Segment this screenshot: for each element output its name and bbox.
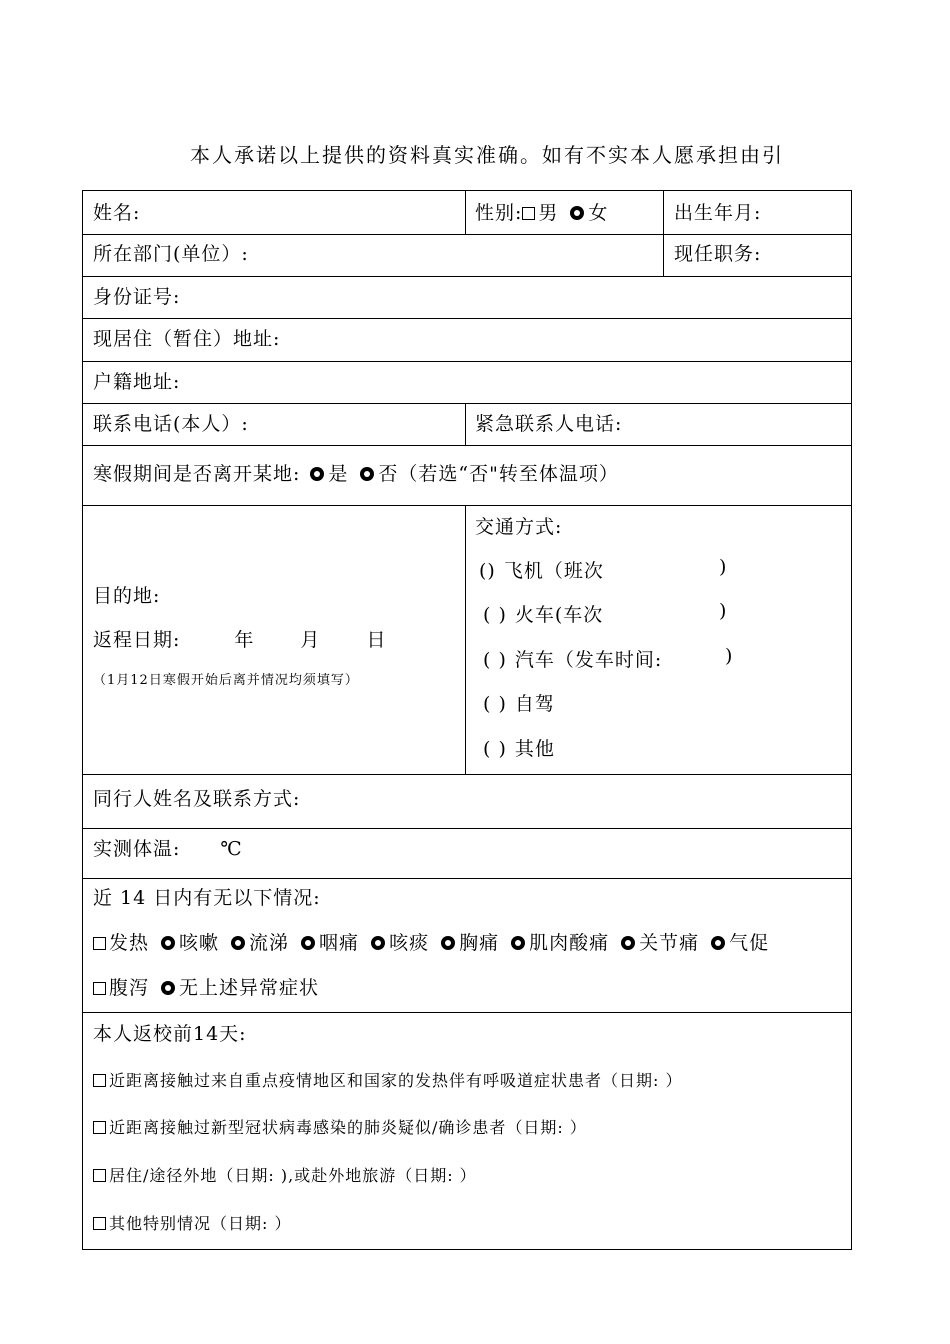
radio-shortness-of-breath[interactable] (711, 936, 725, 950)
month-label: 月 (300, 629, 321, 651)
checkbox-other-situation[interactable] (93, 1217, 106, 1230)
transport-text: 其他 (514, 738, 555, 760)
destination-label: 目的地: (93, 585, 161, 607)
position-label: 现任职务: (674, 243, 762, 265)
row-divider (83, 878, 851, 879)
pre-return-item (93, 1211, 291, 1234)
transport-option-plane (479, 556, 604, 583)
female-label: 女 (588, 202, 609, 224)
symptoms-title: 近 14 日内有无以下情况: (93, 887, 321, 909)
dept-label: 所在部门(单位）: (93, 243, 249, 265)
return-note: （1月12日寒假开始后离并情况均须填写） (93, 673, 359, 688)
gender-field (475, 198, 608, 225)
radio-yes[interactable] (310, 467, 324, 481)
transport-option-self-drive (483, 689, 555, 716)
symptom-label: 关节痛 (639, 932, 700, 954)
row-divider (83, 1012, 851, 1013)
transport-label: 交通方式: (475, 516, 563, 538)
pre-return-item (93, 1115, 587, 1138)
pre-return-item-label: 其他特别情况（日期: ） (109, 1214, 292, 1233)
companion-label: 同行人姓名及联系方式: (93, 788, 301, 810)
symptom-label: 咳痰 (389, 932, 430, 954)
temperature-field (93, 834, 243, 861)
checkbox-fever[interactable] (93, 937, 106, 950)
no-label: 否（若选“否"转至体温项） (378, 463, 619, 485)
transport-text: 汽车（发车时间: (514, 649, 663, 671)
male-label: 男 (538, 202, 559, 224)
symptom-label: 气促 (729, 932, 770, 954)
symptoms-line-2 (93, 973, 319, 1000)
symptoms-line-1 (93, 928, 769, 955)
radio-chest-pain[interactable] (441, 936, 455, 950)
symptom-label: 咳嗽 (179, 932, 220, 954)
col-divider (465, 191, 466, 234)
symptom-label: 无上述异常症状 (179, 977, 320, 999)
row-divider (83, 774, 851, 775)
row-divider (83, 276, 851, 277)
pre-return-item (93, 1068, 682, 1091)
pre-return-item-label: 居住/途径外地（日期: ),或赴外地旅游（日期: ） (109, 1166, 477, 1185)
symptom-label: 咽痛 (319, 932, 360, 954)
temperature-label: 实测体温: (93, 838, 181, 860)
col-divider (465, 403, 466, 445)
household-address-label: 户籍地址: (93, 371, 181, 393)
checkbox-contact-confirmed-patient[interactable] (93, 1121, 106, 1134)
col-divider (663, 191, 664, 276)
pre-return-item-label: 近距离接触过来自重点疫情地区和国家的发热伴有呼吸道症状患者（日期: ） (109, 1071, 683, 1090)
pre-return-item-label: 近距离接触过新型冠状病毒感染的肺炎疑似/确诊患者（日期: ） (109, 1118, 587, 1137)
radio-sore-throat[interactable] (301, 936, 315, 950)
row-divider (83, 361, 851, 362)
year-label: 年 (234, 629, 255, 651)
radio-no-symptoms[interactable] (161, 981, 175, 995)
radio-no[interactable] (360, 467, 374, 481)
id-number-label: 身份证号: (93, 286, 181, 308)
transport-text: 火车(车次 (514, 604, 604, 626)
close-paren: ) (719, 556, 728, 578)
transport-option-bus (483, 645, 662, 672)
checkbox-male[interactable] (522, 207, 535, 220)
bracket[interactable]: () (479, 560, 496, 582)
return-date-label: 返程日期: (93, 629, 181, 651)
day-label: 日 (366, 629, 387, 651)
emergency-phone-label: 紧急联系人电话: (475, 413, 623, 435)
symptom-label: 流涕 (249, 932, 290, 954)
radio-phlegm[interactable] (371, 936, 385, 950)
phone-label: 联系电话(本人）: (93, 413, 249, 435)
radio-runny-nose[interactable] (231, 936, 245, 950)
bracket[interactable]: ( ) (483, 693, 507, 715)
leave-label: 寒假期间是否离开某地: (93, 463, 301, 485)
row-divider (83, 318, 851, 319)
pre-return-title: 本人返校前14天: (93, 1023, 247, 1045)
pre-return-item (93, 1163, 477, 1186)
birth-label: 出生年月: (674, 202, 762, 224)
bracket[interactable]: ( ) (483, 604, 507, 626)
transport-text: 自驾 (514, 693, 555, 715)
name-label: 姓名: (93, 202, 141, 224)
radio-muscle-ache[interactable] (511, 936, 525, 950)
symptom-label: 腹泻 (109, 977, 150, 999)
leave-question (93, 459, 619, 486)
close-paren: ) (725, 645, 734, 667)
celsius-unit: ℃ (220, 838, 243, 860)
registration-form (82, 190, 852, 1250)
row-divider (83, 505, 851, 506)
current-address-label: 现居住（暂住）地址: (93, 328, 281, 350)
row-divider (83, 403, 851, 404)
gender-label: 性别: (475, 202, 523, 224)
yes-label: 是 (328, 463, 349, 485)
checkbox-diarrhea[interactable] (93, 982, 106, 995)
promise-statement: 本人承诺以上提供的资料真实准确。如有不实本人愿承担由引 (190, 143, 784, 167)
symptom-label: 肌肉酸痛 (529, 932, 610, 954)
radio-female[interactable] (570, 206, 584, 220)
transport-option-other (483, 734, 555, 761)
row-divider (83, 445, 851, 446)
row-divider (83, 828, 851, 829)
transport-text: 飞机（班次 (503, 560, 604, 582)
symptom-label: 胸痛 (459, 932, 500, 954)
row-divider (83, 234, 851, 235)
close-paren: ) (719, 600, 728, 622)
checkbox-travel[interactable] (93, 1169, 106, 1182)
col-divider (465, 505, 466, 774)
radio-joint-pain[interactable] (621, 936, 635, 950)
transport-option-train (483, 600, 603, 627)
symptom-label: 发热 (109, 932, 150, 954)
radio-cough[interactable] (161, 936, 175, 950)
return-date (93, 625, 386, 652)
bracket[interactable]: ( ) (483, 738, 507, 760)
bracket[interactable]: ( ) (483, 649, 507, 671)
checkbox-contact-fever-patient[interactable] (93, 1074, 106, 1087)
